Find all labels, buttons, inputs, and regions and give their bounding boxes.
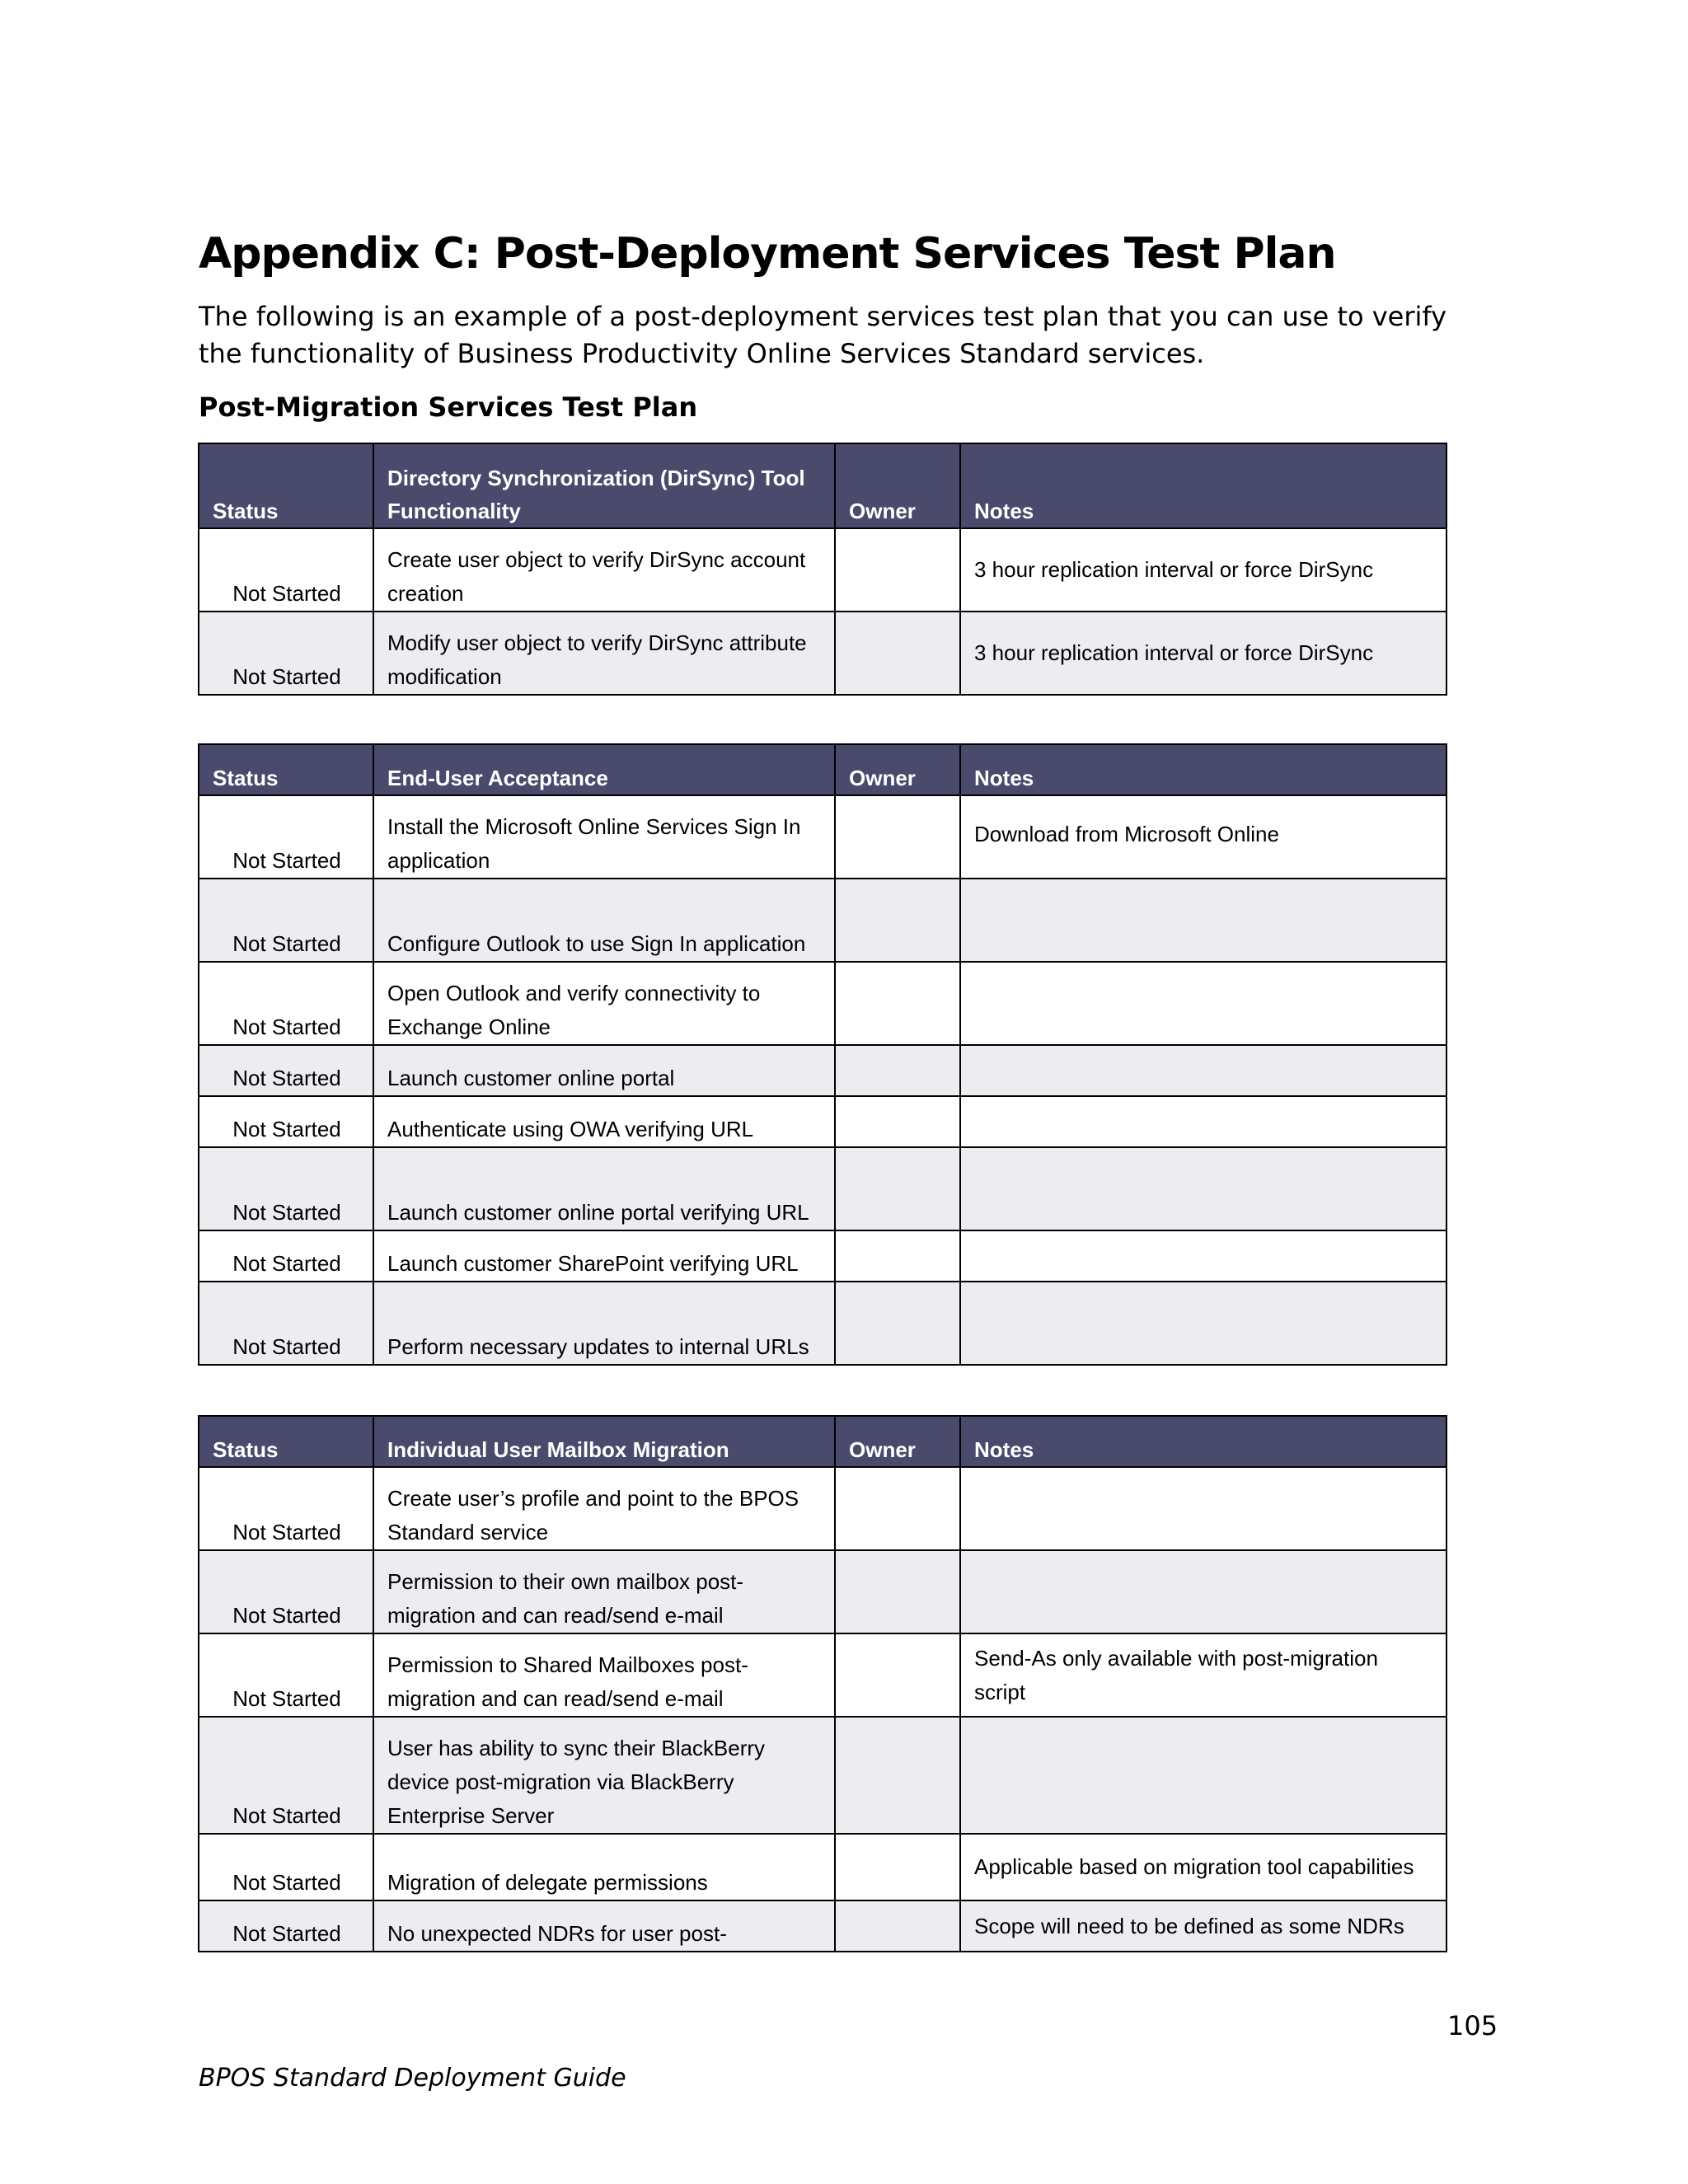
table-row	[199, 612, 1447, 695]
table-row	[199, 1096, 1447, 1147]
table-row	[199, 795, 1447, 879]
notes-cell	[960, 962, 1447, 1045]
owner-cell	[835, 962, 960, 1045]
notes-cell	[960, 1096, 1447, 1147]
column-header-task: End-User Acceptance	[373, 744, 835, 795]
column-header-task: Individual User Mailbox Migration	[373, 1416, 835, 1467]
table-row	[199, 1282, 1447, 1365]
table-row	[199, 1467, 1447, 1550]
table-header-row	[199, 1416, 1447, 1467]
notes-cell	[960, 1550, 1447, 1633]
table-row	[199, 1717, 1447, 1834]
task-cell: Modify user object to verify DirSync attribute modification	[373, 612, 835, 695]
column-header-task: Directory Synchronization (DirSync) Tool Functionality	[373, 443, 835, 528]
column-header-status: Status	[199, 1416, 373, 1467]
notes-cell	[960, 1230, 1447, 1282]
owner-cell	[835, 1550, 960, 1633]
column-header-notes: Notes	[960, 744, 1447, 795]
task-cell: Configure Outlook to use Sign In application	[373, 879, 835, 962]
task-cell: Launch customer SharePoint verifying URL	[373, 1230, 835, 1282]
column-header-notes: Notes	[960, 443, 1447, 528]
owner-cell	[835, 1230, 960, 1282]
section-subheading: Post-Migration Services Test Plan	[199, 391, 698, 423]
table-row	[199, 528, 1447, 612]
table-row	[199, 1633, 1447, 1717]
owner-cell	[835, 528, 960, 612]
task-cell: No unexpected NDRs for user post-	[373, 1900, 835, 1952]
notes-cell	[960, 1045, 1447, 1096]
task-cell: Create user object to verify DirSync account creation	[373, 528, 835, 612]
status-cell: Not Started	[199, 962, 373, 1045]
status-cell: Not Started	[199, 1045, 373, 1096]
status-cell: Not Started	[199, 1147, 373, 1230]
owner-cell	[835, 1147, 960, 1230]
column-header-notes: Notes	[960, 1416, 1447, 1467]
status-cell: Not Started	[199, 1230, 373, 1282]
owner-cell	[835, 1096, 960, 1147]
task-cell: User has ability to sync their BlackBerry device post-migration via BlackBerry Enterprise Server	[373, 1717, 835, 1834]
status-cell: Not Started	[199, 528, 373, 612]
status-cell: Not Started	[199, 1550, 373, 1633]
owner-cell	[835, 1282, 960, 1365]
notes-cell: Scope will need to be defined as some NDRs	[960, 1900, 1447, 1952]
task-cell: Open Outlook and verify connectivity to Exchange Online	[373, 962, 835, 1045]
mailbox-migration-table	[198, 1415, 1447, 1952]
footer-text: BPOS Standard Deployment Guide	[199, 2064, 626, 2093]
owner-cell	[835, 1633, 960, 1717]
table-row	[199, 1230, 1447, 1282]
column-header-status: Status	[199, 744, 373, 795]
status-cell: Not Started	[199, 1096, 373, 1147]
notes-cell	[960, 1282, 1447, 1365]
notes-cell	[960, 1147, 1447, 1230]
notes-cell	[960, 879, 1447, 962]
table-row	[199, 1900, 1447, 1952]
task-cell: Migration of delegate permissions	[373, 1834, 835, 1900]
status-cell: Not Started	[199, 1717, 373, 1834]
task-cell: Install the Microsoft Online Services Sign In application	[373, 795, 835, 879]
notes-cell: 3 hour replication interval or force DirSync	[960, 612, 1447, 695]
table-row	[199, 879, 1447, 962]
status-cell: Not Started	[199, 1900, 373, 1952]
status-cell: Not Started	[199, 795, 373, 879]
page-number: 105	[1447, 2010, 1498, 2041]
notes-cell: 3 hour replication interval or force DirSync	[960, 528, 1447, 612]
column-header-owner: Owner	[835, 443, 960, 528]
owner-cell	[835, 1467, 960, 1550]
task-cell: Authenticate using OWA verifying URL	[373, 1096, 835, 1147]
table-header-row	[199, 744, 1447, 795]
table-row	[199, 1147, 1447, 1230]
table-row	[199, 1045, 1447, 1096]
column-header-owner: Owner	[835, 1416, 960, 1467]
status-cell: Not Started	[199, 1834, 373, 1900]
notes-cell	[960, 1467, 1447, 1550]
task-cell: Create user’s profile and point to the BPOS Standard service	[373, 1467, 835, 1550]
task-cell: Permission to their own mailbox post-migration and can read/send e-mail	[373, 1550, 835, 1633]
table-row	[199, 1550, 1447, 1633]
owner-cell	[835, 1900, 960, 1952]
status-cell: Not Started	[199, 1282, 373, 1365]
owner-cell	[835, 795, 960, 879]
column-header-status: Status	[199, 443, 373, 528]
notes-cell: Download from Microsoft Online	[960, 795, 1447, 879]
status-cell: Not Started	[199, 879, 373, 962]
column-header-owner: Owner	[835, 744, 960, 795]
status-cell: Not Started	[199, 612, 373, 695]
status-cell: Not Started	[199, 1467, 373, 1550]
notes-cell: Send-As only available with post-migration script	[960, 1633, 1447, 1717]
end-user-acceptance-table	[198, 743, 1447, 1366]
intro-paragraph: The following is an example of a post-deployment services test plan that you can use to verify the functionality of Business Productivity Online Services Standard services.	[199, 301, 1447, 369]
owner-cell	[835, 1834, 960, 1900]
owner-cell	[835, 1045, 960, 1096]
owner-cell	[835, 1717, 960, 1834]
owner-cell	[835, 879, 960, 962]
task-cell: Permission to Shared Mailboxes post-migration and can read/send e-mail	[373, 1633, 835, 1717]
status-cell: Not Started	[199, 1633, 373, 1717]
task-cell: Launch customer online portal verifying URL	[373, 1147, 835, 1230]
page-heading: Appendix C: Post-Deployment Services Test Plan	[199, 229, 1336, 279]
notes-cell	[960, 1717, 1447, 1834]
owner-cell	[835, 612, 960, 695]
task-cell: Launch customer online portal	[373, 1045, 835, 1096]
dirsync-test-table	[198, 443, 1447, 696]
task-cell: Perform necessary updates to internal URLs	[373, 1282, 835, 1365]
table-row	[199, 962, 1447, 1045]
notes-cell: Applicable based on migration tool capabilities	[960, 1834, 1447, 1900]
table-header-row	[199, 443, 1447, 528]
table-row	[199, 1834, 1447, 1900]
